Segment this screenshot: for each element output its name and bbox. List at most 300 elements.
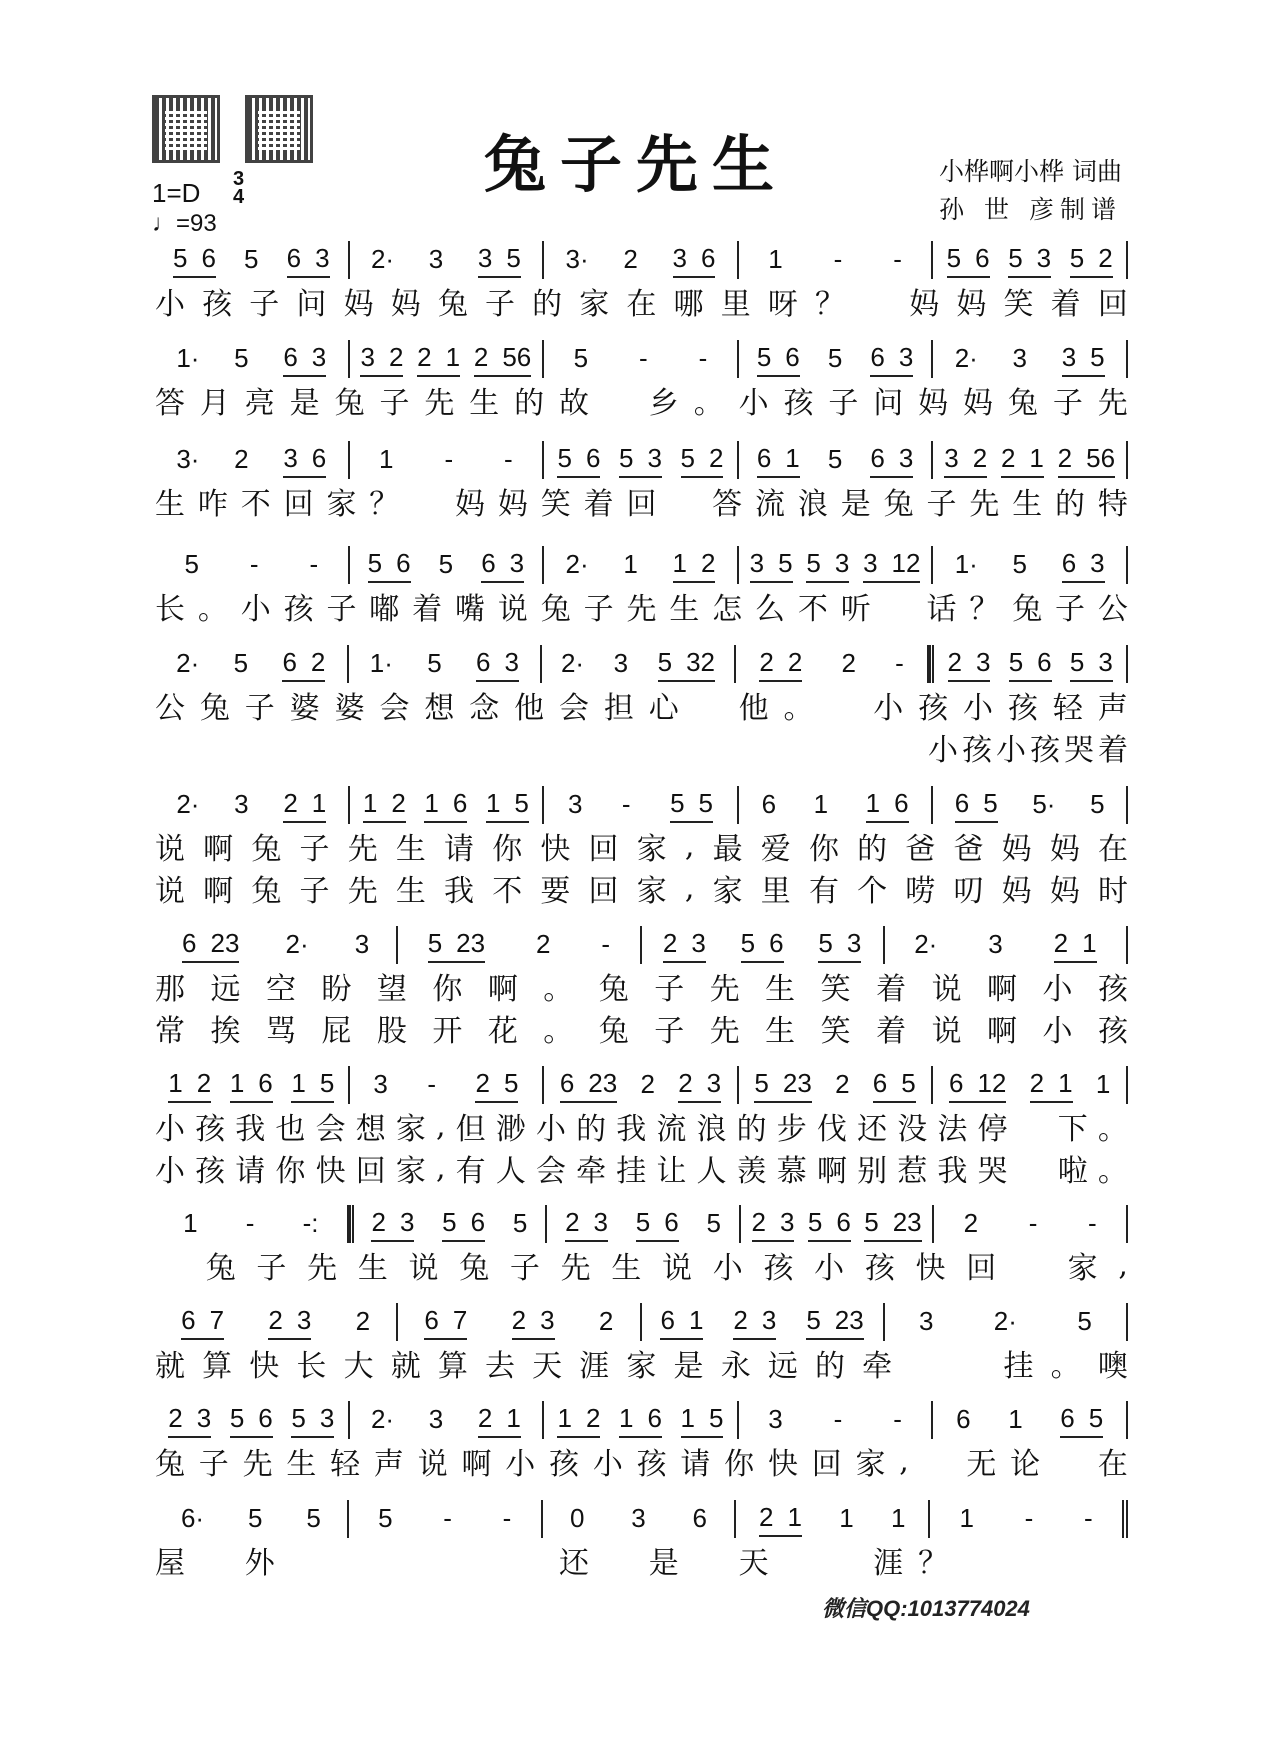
beat xyxy=(614,648,628,681)
note: 2 xyxy=(234,443,249,474)
note: - xyxy=(1088,1207,1097,1238)
note: 5 xyxy=(173,242,188,273)
measure xyxy=(350,1066,545,1104)
note: 6 xyxy=(559,1067,575,1098)
score-system xyxy=(155,440,1128,522)
note: - xyxy=(698,342,708,373)
note: 2 xyxy=(1098,242,1113,273)
lyric-char: 着 xyxy=(1098,733,1128,768)
lyric-char: 兔 xyxy=(598,1014,629,1049)
beat xyxy=(474,342,531,377)
beat xyxy=(1084,1503,1093,1536)
lyric-char xyxy=(884,584,914,628)
lyric-char: , xyxy=(684,870,695,906)
lyric-char: 在 xyxy=(1097,1447,1128,1482)
time-signature xyxy=(233,170,244,206)
beat xyxy=(599,1306,613,1339)
beat xyxy=(994,1306,1017,1339)
lyric-line xyxy=(155,1147,1128,1189)
beat xyxy=(1070,243,1113,278)
score-system xyxy=(155,1400,1128,1482)
beat xyxy=(673,243,716,278)
note: 5· xyxy=(1032,788,1056,819)
lyric-char: 你 xyxy=(275,1154,306,1189)
lyric-char: 妈 xyxy=(963,386,994,421)
note: 1 xyxy=(619,1402,634,1433)
lyric-char xyxy=(424,1538,454,1582)
contact-watermark: 微信QQ:1013774024 xyxy=(822,1596,1030,1621)
lyric-char: 算 xyxy=(202,1349,233,1384)
beat xyxy=(1008,243,1051,278)
lyric-char: 么 xyxy=(755,592,786,627)
measure xyxy=(544,1401,739,1439)
beat xyxy=(181,1305,224,1340)
note: 6 xyxy=(894,787,909,818)
beat xyxy=(768,1404,782,1437)
lyric-char: 回 xyxy=(283,487,314,522)
lyric-char: 妈 xyxy=(1001,832,1032,867)
note: 5 xyxy=(427,927,443,958)
lyric-char: 里 xyxy=(720,287,751,322)
lyric-char: 开 xyxy=(432,1014,463,1049)
measure xyxy=(934,1205,1128,1243)
measure xyxy=(349,1500,543,1538)
note: 5 xyxy=(184,548,199,579)
lyric-char: 花 xyxy=(487,1014,518,1049)
lyric-char xyxy=(604,1538,634,1582)
score-system xyxy=(155,1204,1128,1286)
tempo-marking: ♩=93 xyxy=(152,210,217,237)
lyric-char: 里 xyxy=(760,874,791,909)
note: 1 xyxy=(1008,1403,1023,1434)
beat xyxy=(631,1503,645,1536)
beat xyxy=(176,789,199,822)
lyric-char: 的 xyxy=(514,386,545,421)
beat xyxy=(1096,1069,1110,1102)
beat xyxy=(248,1503,262,1536)
lyric-char: 。 xyxy=(1050,1349,1081,1384)
note: 6 xyxy=(949,1067,964,1098)
lyric-char: 请 xyxy=(444,832,475,867)
notes-row xyxy=(155,240,1128,280)
note: 1 xyxy=(424,787,439,818)
beat xyxy=(699,343,708,376)
lyric-char: 生 xyxy=(395,874,426,909)
lyric-line xyxy=(155,867,1128,909)
lyric-char: 天 xyxy=(532,1349,563,1384)
lyric-char: 不 xyxy=(240,487,271,522)
lyric-char: 兔 xyxy=(205,1251,236,1286)
lyric-char: 说 xyxy=(155,874,185,909)
note: 5 xyxy=(807,1206,823,1237)
lyric-char: 我 xyxy=(444,874,475,909)
lyric-char: 回 xyxy=(588,874,619,909)
beat xyxy=(1070,647,1113,682)
beat xyxy=(828,444,842,477)
lyric-char xyxy=(694,683,724,727)
lyric-char: 那 xyxy=(155,972,185,1007)
lyric-char: 股 xyxy=(376,1014,407,1049)
lyric-char xyxy=(1018,1104,1048,1148)
lyric-char: 声 xyxy=(373,1447,404,1482)
note: 3 xyxy=(779,1206,795,1237)
note: 1· xyxy=(369,647,393,678)
beat xyxy=(622,789,631,822)
note: 1 xyxy=(891,1502,906,1533)
time-sig-bottom: 4 xyxy=(233,186,245,208)
note: 6 xyxy=(836,1206,851,1237)
lyric-char: , xyxy=(435,1150,446,1186)
note: 5 xyxy=(512,1207,528,1238)
lyric-char: 唠 xyxy=(905,874,936,909)
beat xyxy=(373,1069,387,1102)
beat xyxy=(623,549,637,582)
score-system xyxy=(155,644,1128,768)
measure xyxy=(739,546,934,584)
note: 6 xyxy=(476,646,491,677)
lyric-line xyxy=(155,1539,1128,1581)
lyric-char: 故 xyxy=(559,386,590,421)
lyric-char xyxy=(909,1341,939,1385)
lyric-char: , xyxy=(435,1108,446,1144)
note: 3 xyxy=(428,1403,444,1434)
beat xyxy=(283,443,326,478)
lyric-char: 婆 xyxy=(334,691,365,726)
lyric-char: 生 xyxy=(395,832,426,867)
note: 2· xyxy=(565,548,589,579)
note: 5 xyxy=(442,1206,457,1237)
lyric-char: 牵 xyxy=(862,1349,893,1384)
lyric-char: 骂 xyxy=(265,1014,296,1049)
note: 2 xyxy=(477,1402,493,1433)
notes-row xyxy=(155,785,1128,825)
lyric-char: 生 xyxy=(286,1447,317,1482)
note: 23 xyxy=(456,927,486,958)
lyric-char: 最 xyxy=(712,832,743,867)
beat xyxy=(658,647,715,682)
note: 6 xyxy=(870,442,885,473)
lyric-char: 妈 xyxy=(1001,874,1032,909)
note: 2 xyxy=(841,647,856,678)
lyric-char: 快 xyxy=(249,1349,280,1384)
lyric-char: 子 xyxy=(379,386,410,421)
lyric-char: 。 xyxy=(197,592,228,627)
note: 3 xyxy=(509,547,525,578)
lyric-char: 孩 xyxy=(864,1251,895,1286)
note: 6 xyxy=(396,547,411,578)
beat xyxy=(960,1503,974,1536)
lyric-char: 话 xyxy=(926,592,957,627)
beat xyxy=(557,1403,600,1438)
beat xyxy=(1013,549,1027,582)
beat xyxy=(806,1305,863,1340)
lyric-char: 孩 xyxy=(763,1251,794,1286)
score-system xyxy=(155,1065,1128,1189)
note: 3· xyxy=(565,243,589,274)
lyric-char: 远 xyxy=(210,972,241,1007)
measure xyxy=(349,1205,548,1243)
beat xyxy=(428,928,485,963)
note: 6 xyxy=(700,242,716,273)
beat xyxy=(371,244,394,277)
beat xyxy=(283,788,326,823)
lyric-line xyxy=(155,1007,1128,1049)
lyric-char: 说 xyxy=(931,1014,962,1049)
note: 5 xyxy=(1008,242,1023,273)
note: 2 xyxy=(371,1206,386,1237)
lyric-line xyxy=(155,585,1128,627)
note: 3 xyxy=(354,928,370,959)
beat xyxy=(754,1068,811,1103)
note: 3 xyxy=(898,442,914,473)
note: 3 xyxy=(504,646,519,677)
notes-row xyxy=(155,1499,1128,1539)
lyric-char: 挂 xyxy=(1003,1349,1034,1384)
beat xyxy=(1088,1208,1097,1241)
key-signature: 1=D xyxy=(152,178,201,208)
lyric-char: 是 xyxy=(673,1349,704,1384)
lyric-char: 子 xyxy=(1052,386,1083,421)
note: 1· xyxy=(176,342,200,373)
measure xyxy=(155,1500,349,1538)
lyric-char: 伐 xyxy=(816,1112,847,1147)
note: -: xyxy=(302,1207,319,1238)
note: 2 xyxy=(196,1067,212,1098)
note: 5 xyxy=(946,242,962,273)
note: - xyxy=(1028,1207,1038,1238)
note: 5 xyxy=(657,646,673,677)
note: 2 xyxy=(678,1067,693,1098)
beat xyxy=(636,1207,679,1242)
measure xyxy=(398,926,641,964)
lyric-char: 孩 xyxy=(636,1447,667,1482)
score-system xyxy=(155,1499,1128,1581)
lyric-char: 你 xyxy=(492,832,523,867)
lyric-char: 小 xyxy=(155,1112,185,1147)
note: 5 xyxy=(709,1402,724,1433)
lyric-char: 还 xyxy=(857,1112,888,1147)
measure xyxy=(933,786,1128,824)
lyric-char: 你 xyxy=(724,1447,755,1482)
beat xyxy=(914,929,937,962)
note: 2 xyxy=(1029,1067,1045,1098)
lyric-char: 公 xyxy=(155,691,185,726)
note: 5 xyxy=(233,647,249,678)
lyric-char: 家 xyxy=(1067,1251,1098,1286)
lyric-char xyxy=(1098,1538,1128,1582)
lyric-char: 妈 xyxy=(918,386,949,421)
lyric-char: 挂 xyxy=(616,1154,647,1189)
lyric-line xyxy=(155,1244,1128,1286)
notes-row xyxy=(155,545,1128,585)
lyric-char: , xyxy=(1118,1247,1128,1283)
note: 3 xyxy=(631,1502,646,1533)
lyric-line xyxy=(155,480,1128,522)
note: 5 xyxy=(1069,242,1085,273)
lyric-char: 小 xyxy=(928,733,958,768)
note: 1 xyxy=(1082,927,1097,958)
note: 6 xyxy=(181,1304,196,1335)
note: 5 xyxy=(754,1067,769,1098)
measure xyxy=(930,1500,1128,1538)
lyric-char: 先 xyxy=(709,972,740,1007)
lyric-char: 小 xyxy=(155,287,185,322)
lyric-char: 小 xyxy=(1042,1014,1073,1049)
lyric-char: 叨 xyxy=(953,874,984,909)
note: 1 xyxy=(672,547,687,578)
lyric-char: 。 xyxy=(543,972,574,1007)
lyric-char: 子 xyxy=(926,487,957,522)
lyric-char: 先 xyxy=(560,1251,591,1286)
note: 3 xyxy=(283,442,298,473)
beat xyxy=(678,1068,721,1103)
lyric-char: 子 xyxy=(583,592,614,627)
note: 6 xyxy=(1060,1402,1075,1433)
beat xyxy=(835,1069,849,1102)
beat xyxy=(356,1306,370,1339)
lyric-char: 家 xyxy=(579,287,610,322)
beat xyxy=(1013,343,1027,376)
beat xyxy=(944,443,987,478)
measure xyxy=(543,1500,737,1538)
measure xyxy=(155,645,349,683)
beat xyxy=(891,1503,905,1536)
lyric-char: 挨 xyxy=(210,1014,241,1049)
beat xyxy=(250,549,259,582)
note: 2 xyxy=(623,243,638,274)
note: 5 xyxy=(756,341,772,372)
lyric-char: 问 xyxy=(296,287,327,322)
lyric-char: 小 xyxy=(240,592,271,627)
lyric-char: 亮 xyxy=(244,386,275,421)
lyric-char: 永 xyxy=(720,1349,751,1384)
lyric-char: 家 xyxy=(636,832,667,867)
lyric-char: 答 xyxy=(155,386,185,421)
beat xyxy=(368,548,411,583)
lyric-char: 我 xyxy=(937,1154,968,1189)
lyric-char xyxy=(828,1538,858,1582)
lyric-char xyxy=(1008,1538,1038,1582)
note: 7 xyxy=(209,1304,225,1335)
lyric-char: 子 xyxy=(509,1251,540,1286)
lyric-char: 子 xyxy=(256,1251,287,1286)
note: 3 xyxy=(360,341,375,372)
lyric-char xyxy=(963,1538,993,1582)
note: 3 xyxy=(428,243,444,274)
beat xyxy=(176,444,199,477)
note: 2· xyxy=(914,928,938,959)
note: - xyxy=(444,443,454,474)
lyric-char: 家 xyxy=(626,1349,657,1384)
note: 3 xyxy=(834,547,850,578)
beat xyxy=(1008,1404,1022,1437)
note: 1 xyxy=(445,341,461,372)
note: 1 xyxy=(291,1067,306,1098)
lyric-char: 孩 xyxy=(283,592,314,627)
note: 2 xyxy=(473,341,489,372)
lyric-char: 兔 xyxy=(459,1251,490,1286)
lyric-char xyxy=(862,279,892,323)
measure xyxy=(933,340,1128,378)
beat xyxy=(286,929,309,962)
beat xyxy=(244,244,258,277)
lyric-char: 孩 xyxy=(1097,972,1128,1007)
beat xyxy=(475,1068,518,1103)
beat xyxy=(640,1069,654,1102)
note: 1 xyxy=(485,787,501,818)
lyric-char: 就 xyxy=(155,1349,185,1384)
score-system xyxy=(155,240,1128,322)
notes-row xyxy=(155,440,1128,480)
lyric-char: 是 xyxy=(648,1546,679,1581)
lyric-char: 小 xyxy=(712,1251,743,1286)
lyric-char: 会 xyxy=(315,1112,346,1147)
lyric-char: 屋 xyxy=(155,1546,185,1581)
note: 1 xyxy=(1058,1067,1073,1098)
lyric-char: 呀 xyxy=(767,287,798,322)
lyric-char: 家 xyxy=(712,874,743,909)
beat xyxy=(864,1207,921,1242)
beat xyxy=(895,648,904,681)
note: - xyxy=(601,928,611,959)
note: 2· xyxy=(176,788,200,819)
note: 12 xyxy=(977,1067,1007,1098)
note: 6 xyxy=(258,1067,273,1098)
lyric-char: 是 xyxy=(289,386,320,421)
note: 3 xyxy=(319,1402,335,1433)
note: - xyxy=(1083,1502,1093,1533)
lyric-char: 家 xyxy=(636,874,667,909)
lyric-char: 轻 xyxy=(330,1447,361,1482)
lyric-char: 先 xyxy=(347,874,378,909)
lyric-char: 惹 xyxy=(897,1154,928,1189)
lyric-char: 流 xyxy=(656,1112,687,1147)
lyric-char: 在 xyxy=(1097,832,1128,867)
note: 3 xyxy=(749,547,765,578)
note: 5 xyxy=(864,1206,879,1237)
beat xyxy=(1054,928,1097,963)
note: 3 xyxy=(761,1304,777,1335)
note: 23 xyxy=(588,1067,618,1098)
lyric-char: 你 xyxy=(808,832,839,867)
beat xyxy=(808,1207,851,1242)
measure xyxy=(542,645,736,683)
measure xyxy=(933,1401,1128,1439)
note: 6 xyxy=(258,1402,273,1433)
note: 2 xyxy=(388,341,404,372)
note: 2 xyxy=(700,547,716,578)
lyric-char: 想 xyxy=(355,1112,386,1147)
note: 6 xyxy=(286,242,302,273)
lyric-char: 孩 xyxy=(1030,733,1060,768)
note: 3 xyxy=(768,1403,783,1434)
note: 1 xyxy=(839,1502,854,1533)
lyric-char: 时 xyxy=(1097,874,1128,909)
note: - xyxy=(639,342,648,373)
lyric-char: 还 xyxy=(559,1546,590,1581)
note: - xyxy=(621,788,631,819)
lyric-char: 浪 xyxy=(797,487,828,522)
lyric-char: 着 xyxy=(876,1014,907,1049)
lyric-char: 羡 xyxy=(736,1154,767,1189)
lyric-char: 问 xyxy=(873,386,904,421)
note: 6 xyxy=(954,787,970,818)
lyric-char: 爸 xyxy=(953,832,984,867)
note: 6 xyxy=(769,927,784,958)
lyric-char: 孩 xyxy=(918,691,949,726)
note: 1 xyxy=(813,788,829,819)
beat xyxy=(557,443,600,478)
